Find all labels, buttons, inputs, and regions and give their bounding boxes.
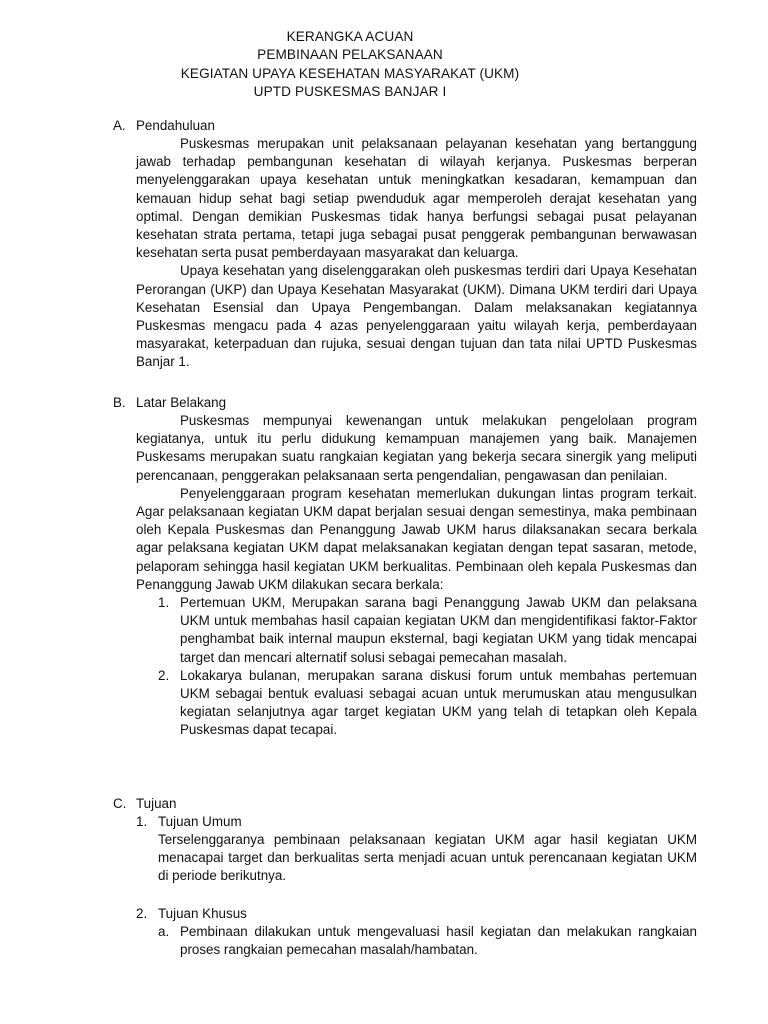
title-line-2: PEMBINAAN PELAKSANAAN	[257, 47, 443, 63]
tujuan-khusus-heading	[136, 905, 697, 923]
section-pendahuluan	[113, 117, 697, 372]
document-title	[0, 28, 700, 101]
section-b-heading	[113, 394, 697, 412]
section-c-title: Tujuan	[136, 796, 177, 811]
tujuan-umum-title: Tujuan Umum	[158, 814, 242, 829]
list-item-number: 1.	[158, 595, 170, 611]
section-tujuan	[113, 795, 697, 959]
tujuan-umum-text: Terselenggaranya pembinaan pelaksanaan kegiatan UKM agar hasil kegiatan UKM menacapai target dan berkualitas serta menjadi acuan untuk perencanaan kegiatan UKM di periode berikutnya.	[158, 832, 697, 884]
title-line-1: KERANGKA ACUAN	[286, 29, 414, 44]
section-a-letter: A.	[113, 118, 126, 133]
title-line-4: UPTD PUSKESMAS BANJAR I	[253, 83, 447, 99]
section-b-letter: B.	[113, 395, 126, 410]
list-item-text: Lokakarya bulanan, merupakan sarana diskusi forum untuk membahas pertemuan UKM sebagai bentuk evaluasi sebagai acuan untuk merumuskan atau mengusulkan kegiatan selanjutnya agar target kegiatan UKM yang telah di tetapkan oleh Kepala Puskesmas dapat tecapai.	[180, 667, 697, 738]
list-item-text: Pertemuan UKM, Merupakan sarana bagi Penanggung Jawab UKM dan pelaksana UKM untuk membahas hasil capaian kegiatan UKM dan mengidentifikasi faktor-Faktor penghambat baik internal maupun eksternal, bagi kegiatan UKM yang tidak mencapai target dan mencari alternatif solusi sebagai pemecahan masalah.	[180, 595, 697, 665]
tujuan-khusus-item-letter: a.	[158, 923, 170, 939]
section-b-list	[136, 594, 697, 740]
section-a-title: Pendahuluan	[136, 118, 215, 133]
spacer	[136, 886, 697, 905]
list-item	[136, 667, 697, 740]
section-c-body	[136, 813, 697, 959]
section-c-heading	[113, 795, 697, 813]
section-b-paragraph-1: Puskesmas mempunyai kewenangan untuk melakukan pengelolaan program kegiatanya, untuk itu perlu didukung kemampuan manajemen yang baik. Manajemen Puskesams merupakan suatu rangkaian kegiatan yang bekerja secara sinergik yang meliputi perencanaan, penggerakan pelaksanaan serta pengendalian, pengawasan dan penilaian.	[136, 413, 697, 483]
tujuan-khusus-item	[136, 923, 697, 959]
list-item-number: 2.	[158, 667, 170, 683]
section-c-letter: C.	[113, 796, 127, 811]
tujuan-khusus-title: Tujuan Khusus	[158, 905, 247, 921]
tujuan-khusus-number: 2.	[136, 905, 148, 921]
section-b-title: Latar Belakang	[136, 395, 227, 410]
section-b-paragraph-2: Penyelenggaraan program kesehatan memerlukan dukungan lintas program terkait. Agar pelaksanaan kegiatan UKM dapat berjalan sesuai dengan semestinya, maka pembinaan oleh Kepala Puskesmas dan Penanggung Jawab UKM harus dilaksanakan secara berkala agar pelaksana kegiatan UKM dapat melaksanakan kegiatan dengan tepat sasaran, metode, pelaporam sehingga hasil kegiatan UKM berkualitas. Pembinaan oleh kepala Puskesmas dan Penanggung Jawab UKM dilakukan secara berkala:	[136, 485, 697, 592]
title-line-3: KEGIATAN UPAYA KESEHATAN MASYARAKAT (UKM)	[180, 65, 520, 81]
section-b-body	[136, 412, 697, 740]
section-latar-belakang	[113, 394, 697, 740]
list-item	[136, 594, 697, 667]
tujuan-umum-number: 1.	[136, 814, 148, 829]
section-a-paragraph-2: Upaya kesehatan yang diselenggarakan oleh puskesmas terdiri dari Upaya Kesehatan Perorangan (UKP) dan Upaya Kesehatan Masyarakat (UKM). Dimana UKM terdiri dari Upaya Kesehatan Esensial dan Upaya Pengembangan. Dalam melaksanakan kegiatannya Puskesmas mengacu pada 4 azas penyelenggaraan yaitu wilayah kerja, pemberdayaan masyarakat, keterpaduan dan rujuka, sesuai dengan tujuan dan tata nilai UPTD Puskesmas Banjar 1.	[136, 263, 697, 370]
tujuan-umum-heading	[136, 813, 697, 831]
section-a-heading	[113, 117, 697, 135]
section-a-paragraph-1: Puskesmas merupakan unit pelaksanaan pelayanan kesehatan yang bertanggung jawab terhadap pembangunan kesehatan di wilayah kerjanya. Puskesmas berperan menyelenggarakan upaya kesehatan untuk meningkatkan kesadaran, kemampuan dan kemauan hidup sehat bagi setiap pwenduduk agar memperoleh derajat kesehatan yang optimal. Dengan demikian Puskesmas tidak hanya berfungsi sebagai pusat pelayanan kesehatan strata pertama, tetapi juga sebagai pusat penggerak pembangunan berwawasan kesehatan serta pusat pemberdayaan masyarakat dan keluarga.	[136, 136, 697, 261]
tujuan-khusus-item-text: Pembinaan dilakukan untuk mengevaluasi hasil kegiatan dan melakukan rangkaian proses rangkaian pemecahan masalah/hambatan.	[180, 923, 697, 957]
section-a-body	[136, 135, 697, 372]
